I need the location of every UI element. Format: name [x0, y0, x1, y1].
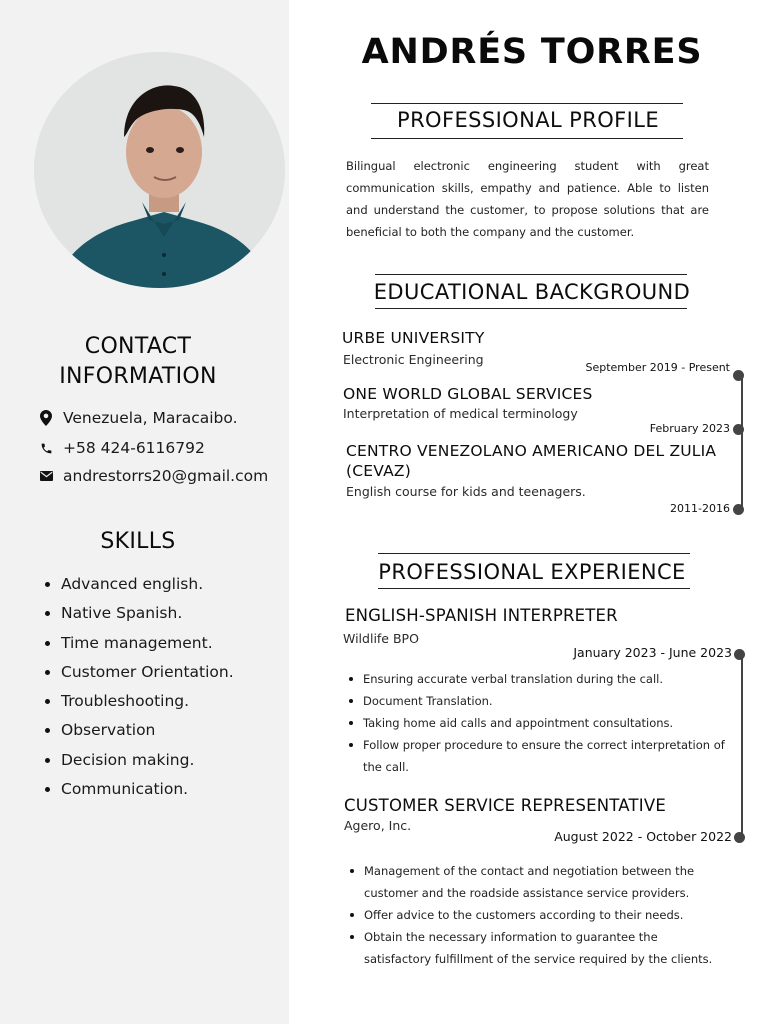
divider [375, 308, 687, 309]
timeline-dot [734, 832, 745, 843]
profile-text: Bilingual electronic engineering student with great communication skills, empathy and patience. Able to listen and understand the customer, to propose solutions that are beneficial to both the company and the customer. [346, 159, 709, 239]
job-date: August 2022 - October 2022 [554, 829, 732, 844]
skill-item: Time management. [44, 629, 234, 658]
skill-item: Customer Orientation. [44, 658, 234, 687]
skill-item: Communication. [44, 775, 234, 804]
job-title: ENGLISH-SPANISH INTERPRETER [345, 606, 618, 625]
contact-heading-line1: CONTACT [84, 334, 192, 359]
profile-photo [34, 52, 285, 288]
location-pin-icon [38, 410, 54, 426]
skill-item: Observation [44, 716, 234, 745]
skill-item: Advanced english. [44, 570, 234, 599]
job-duties [346, 860, 716, 970]
education-timeline [741, 375, 743, 510]
duty-item: Follow proper procedure to ensure the correct interpretation of the call. [345, 734, 725, 778]
education-date: 2011-2016 [670, 502, 730, 515]
contact-email-text: andrestorrs20@gmail.com [63, 467, 269, 485]
job-company: Wildlife BPO [343, 631, 419, 646]
skill-item: Native Spanish. [44, 599, 234, 628]
timeline-dot [734, 649, 745, 660]
timeline-dot [733, 424, 744, 435]
contact-heading-line2: INFORMATION [59, 364, 217, 389]
divider [378, 553, 690, 554]
job-company: Agero, Inc. [344, 818, 412, 833]
timeline-dot [733, 370, 744, 381]
duty-item: Offer advice to the customers according to their needs. [346, 904, 716, 926]
timeline-dot [733, 504, 744, 515]
profile-heading: PROFESSIONAL PROFILE [397, 108, 659, 132]
sidebar [0, 0, 289, 1024]
contact-location [38, 407, 238, 429]
education-title: ONE WORLD GLOBAL SERVICES [343, 385, 593, 403]
contact-phone-text: +58 424-6116792 [63, 439, 205, 457]
skills-heading: SKILLS [100, 529, 176, 554]
job-title: CUSTOMER SERVICE REPRESENTATIVE [344, 796, 666, 815]
education-date: February 2023 [649, 422, 730, 435]
portrait-image [34, 52, 285, 288]
education-heading: EDUCATIONAL BACKGROUND [373, 280, 691, 304]
divider [371, 138, 683, 139]
skills-list [44, 570, 234, 804]
skill-item: Decision making. [44, 746, 234, 775]
duty-item: Taking home aid calls and appointment consultations. [345, 712, 725, 734]
education-title-line2: (CEVAZ) [346, 462, 411, 480]
experience-timeline [741, 654, 743, 838]
education-date: September 2019 - Present [585, 361, 730, 374]
divider [375, 274, 687, 275]
job-date: January 2023 - June 2023 [573, 645, 732, 660]
job-duties [345, 668, 725, 778]
education-title: URBE UNIVERSITY [342, 329, 485, 347]
contact-location-text: Venezuela, Maracaibo. [63, 409, 238, 427]
experience-heading: PROFESSIONAL EXPERIENCE [378, 560, 686, 584]
education-subtitle: Interpretation of medical terminology [343, 406, 578, 421]
education-subtitle: Electronic Engineering [343, 352, 484, 367]
skill-item: Troubleshooting. [44, 687, 234, 716]
duty-item: Document Translation. [345, 690, 725, 712]
divider [378, 588, 690, 589]
phone-icon [38, 440, 54, 456]
full-name: ANDRÉS TORRES [361, 32, 703, 72]
duty-item: Obtain the necessary information to guarantee the satisfactory fulfillment of the service required by the clients. [346, 926, 716, 970]
education-subtitle: English course for kids and teenagers. [346, 484, 586, 499]
contact-email [38, 465, 268, 487]
duty-item: Ensuring accurate verbal translation during the call. [345, 668, 725, 690]
divider [371, 103, 683, 104]
duty-item: Management of the contact and negotiation between the customer and the roadside assistance service providers. [346, 860, 716, 904]
mail-icon [38, 468, 54, 484]
education-title: CENTRO VENEZOLANO AMERICANO DEL ZULIA [346, 442, 717, 460]
contact-phone [38, 437, 205, 459]
